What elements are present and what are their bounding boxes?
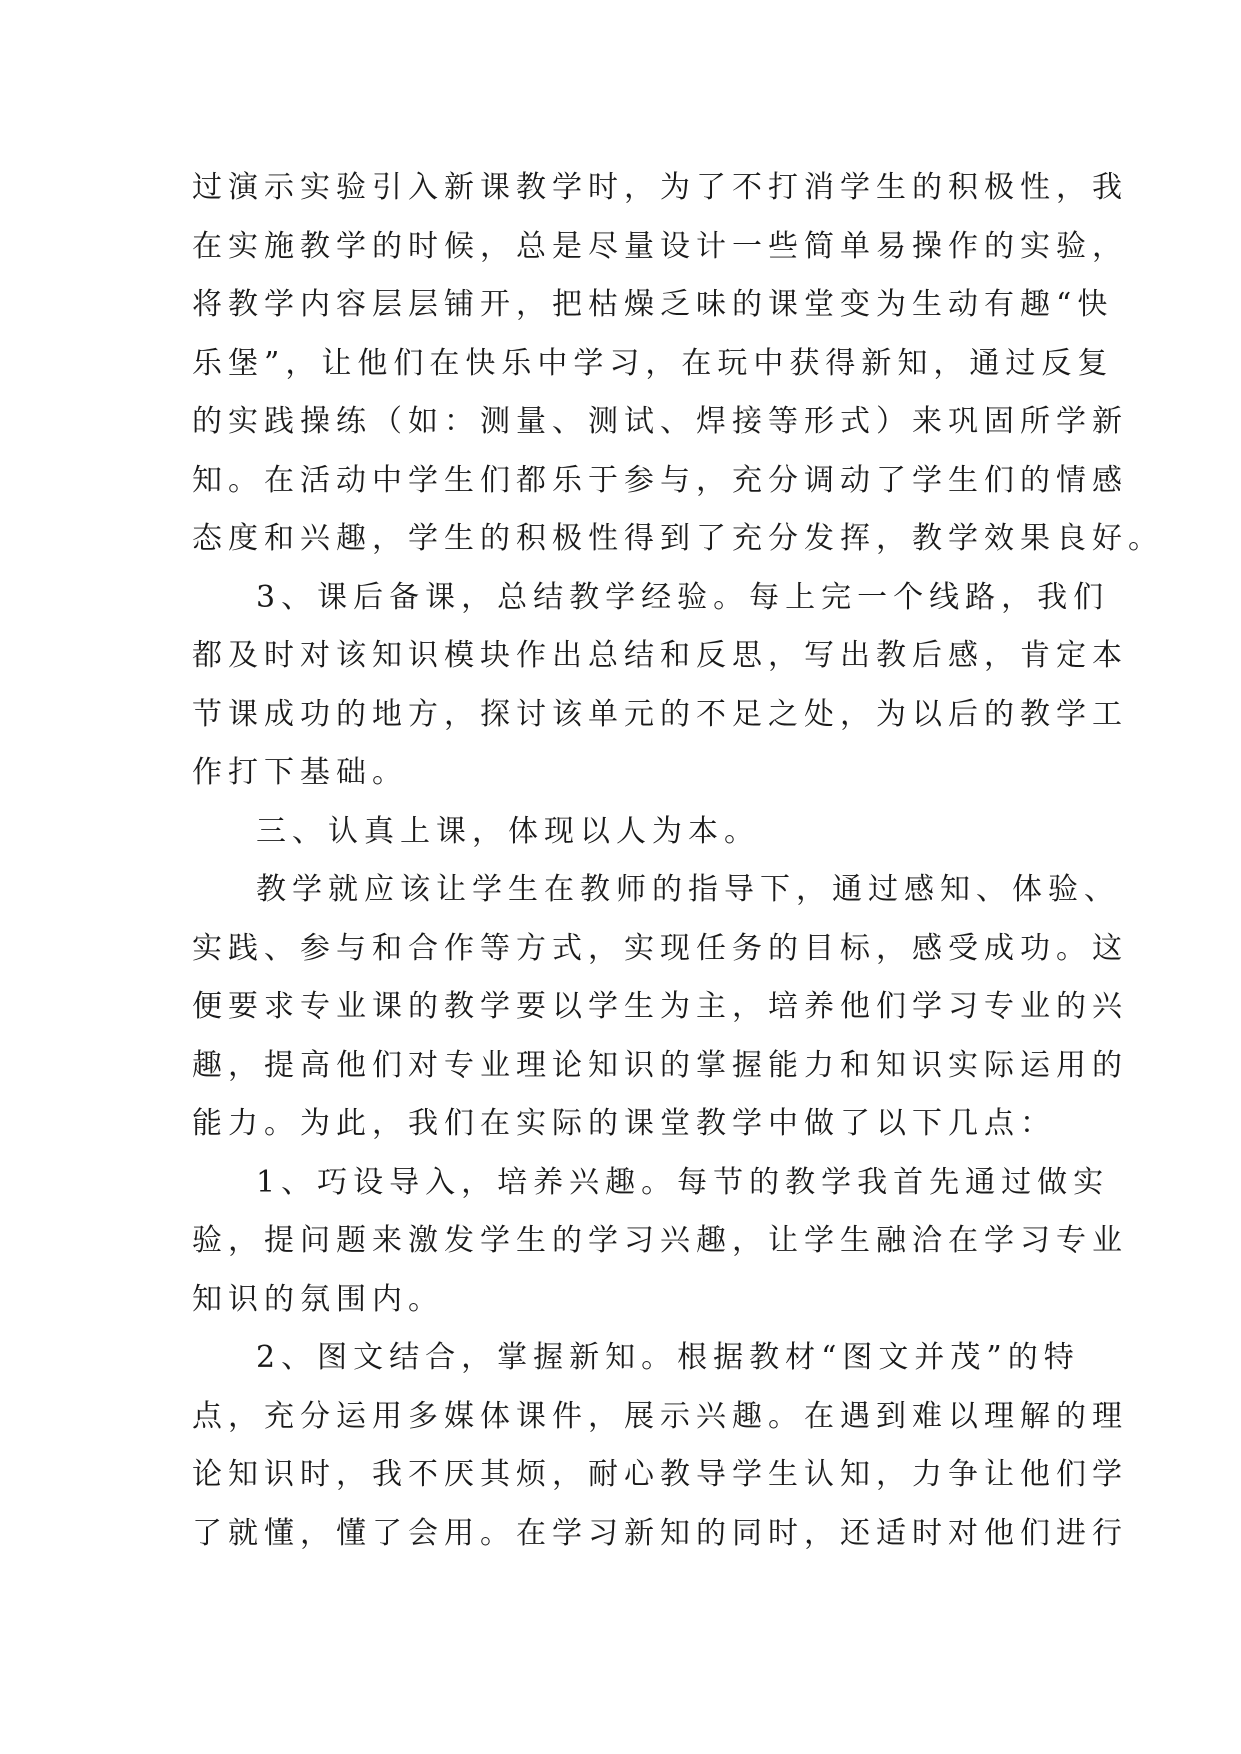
paragraph-start-line: 2、图文结合，掌握新知。根据教材“图文并茂”的特 [256,1340,1080,1375]
text-line: 态度和兴趣，学生的积极性得到了充分发挥，教学效果良好。 [192,521,1164,556]
section-heading: 三、认真上课，体现以人为本。 [256,813,760,849]
text-line: 都及时对该知识模块作出总结和反思，写出教后感，肯定本 [192,638,1128,673]
paragraph-start-line: 教学就应该让学生在教师的指导下，通过感知、体验、 [256,872,1120,907]
text-line: 在实施教学的时候，总是尽量设计一些简单易操作的实验， [192,228,1128,264]
text-line: 知。在活动中学生们都乐于参与，充分调动了学生们的情感 [192,462,1128,498]
text-line: 作打下基础。 [192,755,408,790]
body-text [192,159,1164,1563]
text-line: 趣，提高他们对专业理论知识的掌握能力和知识实际运用的 [192,1047,1128,1083]
text-line: 的实践操练（如：测量、测试、焊接等形式）来巩固所学新 [192,404,1128,439]
text-line: 知识的氛围内。 [192,1281,444,1317]
paragraph-start-line: 1、巧设导入，培养兴趣。每节的教学我首先通过做实 [256,1164,1110,1200]
text-line: 过演示实验引入新课教学时，为了不打消学生的积极性，我 [192,170,1128,205]
text-line: 节课成功的地方，探讨该单元的不足之处，为以后的教学工 [192,696,1128,732]
paragraph-start-line: 3、课后备课，总结教学经验。每上完一个线路，我们 [256,579,1110,615]
text-line: 能力。为此，我们在实际的课堂教学中做了以下几点： [192,1106,1056,1141]
text-line: 点，充分运用多媒体课件，展示兴趣。在遇到难以理解的理 [192,1398,1128,1434]
text-line: 了就懂，懂了会用。在学习新知的同时，还适时对他们进行 [192,1515,1128,1551]
text-line: 实践、参与和合作等方式，实现任务的目标，感受成功。这 [192,930,1128,966]
text-line: 验，提问题来激发学生的学习兴趣，让学生融洽在学习专业 [192,1223,1128,1258]
text-line: 论知识时，我不厌其烦，耐心教导学生认知，力争让他们学 [192,1457,1128,1492]
text-line: 将教学内容层层铺开，把枯燥乏味的课堂变为生动有趣“快 [192,287,1114,322]
text-line: 乐堡”，让他们在快乐中学习，在玩中获得新知，通过反复 [192,345,1114,381]
text-line: 便要求专业课的教学要以学生为主，培养他们学习专业的兴 [192,989,1128,1024]
